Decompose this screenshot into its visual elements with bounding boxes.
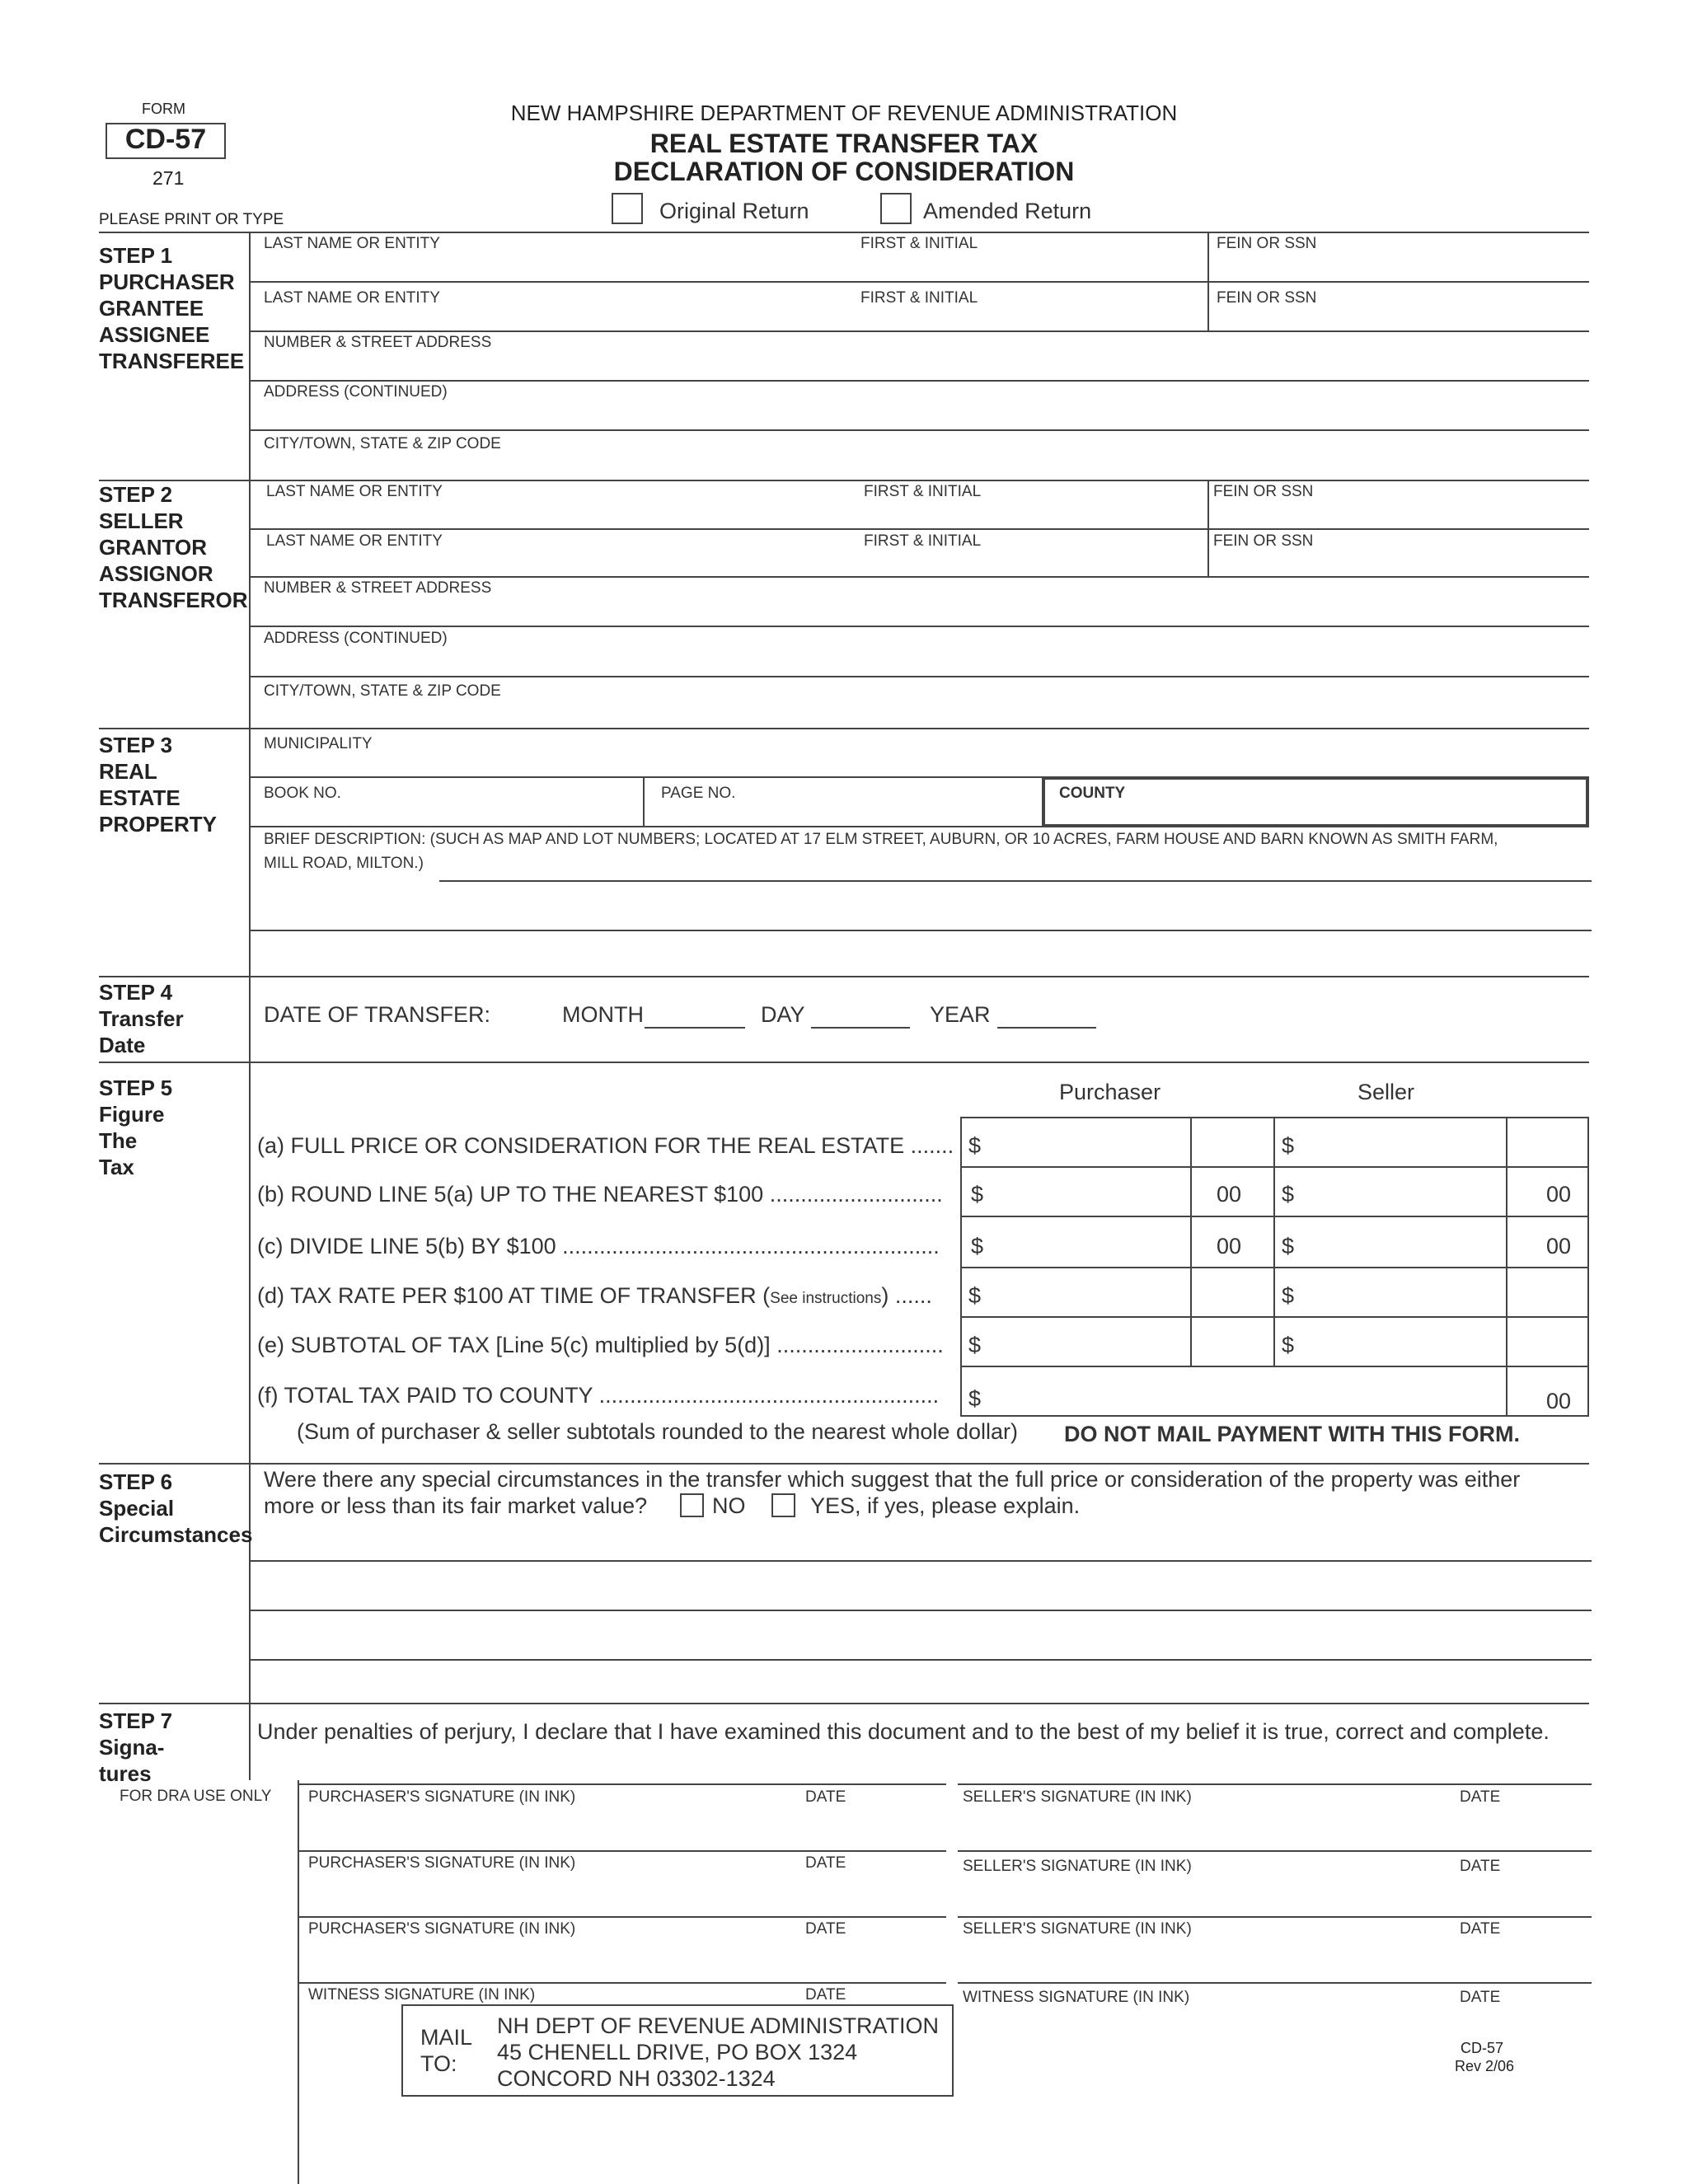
- step1-top-rule: [99, 232, 1589, 233]
- mail-label: MAIL: [420, 2025, 473, 2050]
- purchaser1-fein-label: FEIN OR SSN: [1217, 235, 1317, 252]
- line-5e-seller-dollar[interactable]: $: [1282, 1333, 1295, 1357]
- municipality-label: MUNICIPALITY: [264, 735, 373, 752]
- step7-heading: STEP 7 Signa- tures: [99, 1708, 173, 1786]
- step3-top-rule: [99, 728, 1589, 729]
- signature-rule: [958, 1982, 1592, 1984]
- step4-heading: STEP 4 Transfer Date: [99, 980, 184, 1057]
- witness-date-2-label: DATE: [1460, 1989, 1501, 2006]
- line-5b-purchaser-cents: 00: [1217, 1182, 1242, 1207]
- mail-address-line-2: 45 CHENELL DRIVE, PO BOX 1324: [497, 2040, 858, 2064]
- witness-signature-2-label[interactable]: WITNESS SIGNATURE (IN INK): [963, 1989, 1190, 2006]
- line-5d-label: (d) TAX RATE PER $100 AT TIME OF TRANSFER (See instructions) ......: [257, 1283, 932, 1308]
- line-5b-seller-dollar[interactable]: $: [1282, 1182, 1295, 1207]
- seller1-fein-label: FEIN OR SSN: [1213, 483, 1314, 500]
- line-5a-purchaser-dollar[interactable]: $: [968, 1133, 982, 1158]
- main-divider: [249, 232, 251, 1780]
- seller-signature-3-label[interactable]: SELLER'S SIGNATURE (IN INK): [963, 1920, 1192, 1938]
- line-5d-purchaser-dollar[interactable]: $: [968, 1283, 982, 1308]
- explain-line-2: [249, 1610, 1592, 1611]
- step3-rule-2: [249, 826, 1589, 827]
- seller-date-2-label: DATE: [1460, 1858, 1501, 1875]
- seller1-first-initial-label: FIRST & INITIAL: [864, 483, 982, 500]
- purchaser-column-header: Purchaser: [1059, 1080, 1161, 1104]
- step6-heading: STEP 6 Special Circumstances: [99, 1469, 253, 1547]
- print-note: PLEASE PRINT OR TYPE: [99, 211, 284, 228]
- amended-return-checkbox[interactable]: [880, 193, 912, 224]
- step2-top-rule: [99, 480, 1589, 481]
- seller-column-header: Seller: [1357, 1080, 1415, 1104]
- purchaser-date-3-label: DATE: [805, 1920, 846, 1938]
- step1-fein-divider: [1207, 232, 1209, 331]
- month-label: MONTH: [562, 1002, 644, 1027]
- special-no-checkbox[interactable]: [680, 1493, 704, 1517]
- explain-line-1: [249, 1560, 1592, 1562]
- mail-address-line-1: NH DEPT OF REVENUE ADMINISTRATION: [497, 2013, 940, 2038]
- step2-rule-3: [249, 626, 1589, 627]
- dra-use-only-label: FOR DRA USE ONLY: [120, 1788, 272, 1805]
- purchaser-date-1-label: DATE: [805, 1788, 846, 1806]
- explain-line-3: [249, 1659, 1592, 1661]
- line-5b-purchaser-dollar[interactable]: $: [971, 1182, 984, 1207]
- step5-top-rule: [99, 1062, 1589, 1063]
- tax-grid-col-rule: [1506, 1117, 1507, 1417]
- line-5f-total-dollar[interactable]: $: [968, 1386, 982, 1411]
- date-of-transfer-label: DATE OF TRANSFER:: [264, 1002, 491, 1027]
- book-page-divider: [643, 776, 645, 826]
- description-line-1: [439, 880, 1592, 882]
- department-name: NEW HAMPSHIRE DEPARTMENT OF REVENUE ADMINISTRATION: [510, 101, 1178, 125]
- line-5b-seller-cents: 00: [1546, 1182, 1572, 1207]
- seller-date-3-label: DATE: [1460, 1920, 1501, 1938]
- seller-street-label: NUMBER & STREET ADDRESS: [264, 579, 492, 597]
- purchaser-date-2-label: DATE: [805, 1854, 846, 1872]
- line-5f-note: (Sum of purchaser & seller subtotals rounded to the nearest whole dollar): [297, 1419, 1018, 1444]
- brief-description-label-cont: MILL ROAD, MILTON.): [264, 855, 424, 872]
- amended-return-label: Amended Return: [923, 199, 1092, 223]
- purchaser2-fein-label: FEIN OR SSN: [1217, 289, 1317, 307]
- step2-heading: STEP 2 SELLER GRANTOR ASSIGNOR TRANSFEROR: [99, 482, 248, 612]
- purchaser-signature-2-label[interactable]: PURCHASER'S SIGNATURE (IN INK): [308, 1854, 576, 1872]
- line-5c-seller-dollar[interactable]: $: [1282, 1234, 1295, 1258]
- seller-city-label: CITY/TOWN, STATE & ZIP CODE: [264, 682, 501, 700]
- no-mail-payment-notice: DO NOT MAIL PAYMENT WITH THIS FORM.: [1064, 1422, 1520, 1446]
- line-5c-purchaser-cents: 00: [1217, 1234, 1242, 1258]
- form-title: REAL ESTATE TRANSFER TAX: [649, 129, 1039, 158]
- brief-description-label: BRIEF DESCRIPTION: (SUCH AS MAP AND LOT NUMBERS; LOCATED AT 17 ELM STREET, AUBURN, OR 10 ACRES, FARM HOUSE AND BARN KNOWN AS SMITH FARM,: [264, 831, 1498, 848]
- step6-top-rule: [99, 1463, 1589, 1465]
- step2-fein-divider: [1207, 480, 1209, 577]
- step1-rule-2: [249, 330, 1589, 332]
- seller-address-cont-label: ADDRESS (CONTINUED): [264, 630, 448, 647]
- step1-heading: STEP 1 PURCHASER GRANTEE ASSIGNEE TRANSFEREE: [99, 243, 245, 373]
- step1-rule-3: [249, 380, 1589, 382]
- year-input[interactable]: [997, 1027, 1096, 1029]
- page-no-label: PAGE NO.: [661, 785, 736, 802]
- seller2-fein-label: FEIN OR SSN: [1213, 532, 1314, 550]
- seller2-first-initial-label: FIRST & INITIAL: [864, 532, 982, 550]
- special-circumstances-question: Were there any special circumstances in the transfer which suggest that the full price or consideration of the property was either: [264, 1467, 1521, 1492]
- tax-grid-col-rule: [1273, 1117, 1275, 1366]
- line-5c-purchaser-dollar[interactable]: $: [971, 1234, 984, 1258]
- step1-rule-4: [249, 429, 1589, 431]
- line-5e-purchaser-dollar[interactable]: $: [968, 1333, 982, 1357]
- seller-signature-2-label[interactable]: SELLER'S SIGNATURE (IN INK): [963, 1858, 1192, 1875]
- original-return-label: Original Return: [659, 199, 809, 223]
- line-5c-label: (c) DIVIDE LINE 5(b) BY $100 .............................................................: [257, 1234, 940, 1258]
- signature-rule: [298, 1783, 946, 1785]
- signature-rule: [958, 1850, 1592, 1852]
- witness-signature-1-label[interactable]: WITNESS SIGNATURE (IN INK): [308, 1986, 536, 2004]
- line-5b-label: (b) ROUND LINE 5(a) UP TO THE NEAREST $100 ............................: [257, 1182, 943, 1207]
- special-circumstances-question-cont: more or less than its fair market value?: [264, 1493, 648, 1518]
- original-return-checkbox[interactable]: [612, 193, 643, 224]
- perjury-declaration: Under penalties of perjury, I declare that I have examined this document and to the best of my belief it is true, correct and complete.: [257, 1719, 1550, 1744]
- signature-rule: [958, 1783, 1592, 1785]
- witness-date-1-label: DATE: [805, 1986, 846, 2004]
- step7-top-rule: [99, 1703, 1589, 1704]
- line-5a-label: (a) FULL PRICE OR CONSIDERATION FOR THE REAL ESTATE .......: [257, 1133, 954, 1158]
- day-label: DAY: [761, 1002, 805, 1027]
- line-5f-total-cents: 00: [1546, 1389, 1572, 1413]
- signature-rule: [298, 1850, 946, 1852]
- purchaser1-last-name-label: LAST NAME OR ENTITY: [264, 235, 440, 252]
- purchaser2-first-initial-label: FIRST & INITIAL: [860, 289, 978, 307]
- special-no-label: NO: [712, 1493, 746, 1518]
- purchaser-signature-3-label[interactable]: PURCHASER'S SIGNATURE (IN INK): [308, 1920, 576, 1938]
- mail-address-line-3: CONCORD NH 03302-1324: [497, 2066, 776, 2091]
- purchaser1-first-initial-label: FIRST & INITIAL: [860, 235, 978, 252]
- purchaser-signature-1-label[interactable]: PURCHASER'S SIGNATURE (IN INK): [308, 1788, 576, 1806]
- step3-heading: STEP 3 REAL ESTATE PROPERTY: [99, 733, 218, 837]
- line-5f-label: (f) TOTAL TAX PAID TO COUNTY .......................................................: [257, 1383, 940, 1408]
- step2-rule-1: [249, 528, 1589, 530]
- step1-rule-1: [249, 281, 1589, 283]
- purchaser2-last-name-label: LAST NAME OR ENTITY: [264, 289, 440, 307]
- footer-form-number: CD-57: [1461, 2040, 1504, 2056]
- seller2-last-name-label: LAST NAME OR ENTITY: [266, 532, 443, 550]
- description-line-2: [249, 930, 1592, 931]
- step4-top-rule: [99, 976, 1589, 977]
- special-yes-label: YES, if yes, please explain.: [810, 1493, 1081, 1518]
- signature-rule: [298, 1916, 946, 1918]
- to-label: TO:: [420, 2051, 457, 2076]
- county-label: COUNTY: [1059, 785, 1126, 802]
- form-number: CD-57: [124, 124, 207, 155]
- line-5e-label: (e) SUBTOTAL OF TAX [Line 5(c) multiplied by 5(d)] ...........................: [257, 1333, 944, 1357]
- special-yes-checkbox[interactable]: [771, 1493, 795, 1517]
- book-no-label: BOOK NO.: [264, 785, 341, 802]
- purchaser-street-label: NUMBER & STREET ADDRESS: [264, 334, 492, 351]
- day-input[interactable]: [811, 1027, 910, 1029]
- line-5c-seller-cents: 00: [1546, 1234, 1572, 1258]
- form-subtitle: DECLARATION OF CONSIDERATION: [613, 157, 1075, 186]
- step2-rule-2: [249, 576, 1589, 578]
- signature-rule: [298, 1982, 946, 1984]
- form-code: 271: [152, 167, 185, 189]
- form-label: FORM: [142, 101, 185, 117]
- line-5a-seller-dollar[interactable]: $: [1282, 1133, 1295, 1158]
- seller-date-1-label: DATE: [1460, 1788, 1501, 1806]
- signature-rule: [958, 1916, 1592, 1918]
- seller-signature-1-label[interactable]: SELLER'S SIGNATURE (IN INK): [963, 1788, 1192, 1806]
- tax-grid-col-rule: [1190, 1117, 1192, 1366]
- step5-heading: STEP 5 Figure The Tax: [99, 1076, 173, 1179]
- line-5d-seller-dollar[interactable]: $: [1282, 1283, 1295, 1308]
- seller1-last-name-label: LAST NAME OR ENTITY: [266, 483, 443, 500]
- tax-grid-row-rule: [960, 1366, 1589, 1367]
- year-label: YEAR: [930, 1002, 991, 1027]
- month-input[interactable]: [645, 1027, 745, 1029]
- step2-rule-4: [249, 676, 1589, 677]
- footer-revision: Rev 2/06: [1455, 2058, 1515, 2074]
- purchaser-address-cont-label: ADDRESS (CONTINUED): [264, 383, 448, 401]
- purchaser-city-label: CITY/TOWN, STATE & ZIP CODE: [264, 435, 501, 452]
